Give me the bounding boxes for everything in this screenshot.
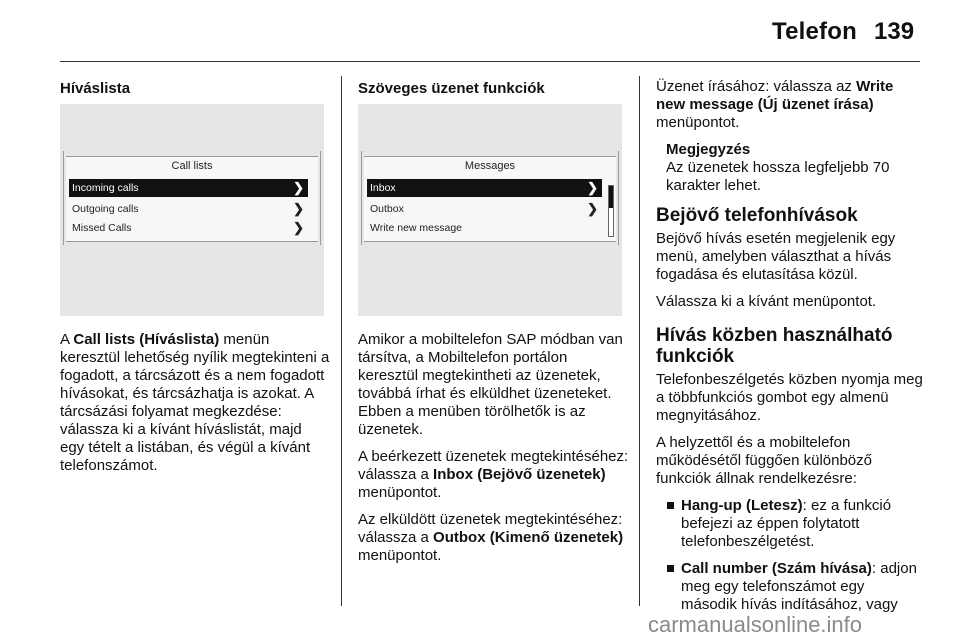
bullet-square-icon (667, 502, 674, 509)
messages-description (358, 331, 630, 574)
section-heading-call-lists: Híváslista (60, 80, 131, 97)
chevron-right-icon: ❯ (293, 220, 304, 235)
list-item: Call number (Szám hívása): adjon meg egy telefonszámot egy második hívás indításához, vagy (656, 560, 924, 614)
scrollbar (608, 185, 614, 237)
paragraph: A helyzettől és a mobiltelefon működésétől függően különböző funkciók állnak rendelkezésre: (656, 434, 872, 487)
column-calls (656, 78, 924, 623)
note-title: Megjegyzés (666, 141, 751, 158)
call-lists-panel (66, 156, 318, 242)
paragraph: Bejövő hívás esetén megjelenik egy menü, amelyben választhat a hívás fogadása és elutasítása közül. (656, 230, 896, 283)
page-header (0, 0, 960, 60)
bullet-square-icon (667, 565, 674, 572)
paragraph: Telefonbeszélgetés közben nyomja meg a többfunkciós gombot egy almenü megnyitásához. (656, 371, 923, 424)
menu-item-inbox (367, 179, 602, 197)
column-divider-2 (639, 76, 640, 606)
messages-screen-image (358, 104, 622, 316)
heading-incoming-calls: Bejövő telefonhívások (656, 205, 858, 226)
menu-item-label: Incoming calls (72, 182, 139, 194)
chapter-title: Telefon (772, 18, 857, 45)
paragraph: Válassza ki a kívánt menüpontot. (656, 293, 877, 310)
menu-item-label: Outbox (370, 203, 404, 215)
paragraph: A beérkezett üzenetek megtekintéséhez: válassza a Inbox (Bejövő üzenetek) menüpontot. (358, 448, 629, 501)
menu-item-label: Missed Calls (72, 222, 132, 234)
paragraph: Az elküldött üzenetek megtekintéséhez: válassza a Outbox (Kimenő üzenetek) menüpontot. (358, 511, 624, 564)
chevron-right-icon: ❯ (293, 201, 304, 216)
menu-item-label: Inbox (370, 182, 396, 194)
menu-item-missed-calls (69, 219, 308, 237)
note-block (666, 141, 924, 195)
heading-in-call-functions: Hívás közben használható funkciók (656, 325, 893, 367)
menu-item-outbox (367, 200, 602, 218)
paragraph: A Call lists (Híváslista) menün keresztül lehetőség nyílik megtekinteni a fogadott, a tárcsázott és a nem fogadott hívásokat, és tárcsázhatja is azokat. A tárcsázási folyamat megkezdése: válassza ki a kívánt híváslistát, majd egy tételt a listában, és végül a kívánt telefonszámot. (60, 331, 330, 474)
menu-item-label: Write new message (370, 222, 463, 234)
watermark: carmanualsonline.info (648, 612, 863, 637)
paragraph: Amikor a mobiltelefon SAP módban van társítva, a Mobiltelefon portálon keresztül megtekintheti az üzenetek, továbbá írhat és elküldhet üzeneteket. Ebben a menüben törölhetők is az üzenetek. (358, 331, 623, 438)
note-text: Az üzenetek hossza legfeljebb 70 karakter lehet. (666, 159, 890, 194)
menu-item-incoming-calls (69, 179, 308, 197)
chevron-right-icon: ❯ (587, 180, 598, 195)
chevron-right-icon: ❯ (293, 180, 304, 195)
list-item: Hang-up (Letesz): ez a funkció befejezi az éppen folytatott telefonbeszélgetést. (656, 497, 924, 551)
column-divider-1 (341, 76, 342, 606)
menu-item-outgoing-calls (69, 200, 308, 218)
panel-title: Call lists (171, 160, 213, 172)
messages-panel (364, 156, 616, 242)
chevron-right-icon: ❯ (587, 201, 598, 216)
header-divider (60, 61, 920, 62)
paragraph: Üzenet írásához: válassza az Write new message (Új üzenet írása) menüpontot. (656, 78, 894, 131)
call-lists-screen-image (60, 104, 324, 316)
scrollbar-thumb (609, 186, 613, 208)
menu-item-label: Outgoing calls (72, 203, 139, 215)
panel-title: Messages (464, 160, 516, 172)
menu-item-write-new-message (367, 219, 602, 237)
column-call-lists (60, 80, 328, 98)
section-heading-messages: Szöveges üzenet funkciók (358, 80, 545, 97)
page-number: 139 (874, 18, 915, 45)
column-messages (358, 80, 628, 98)
call-lists-description (60, 331, 330, 484)
